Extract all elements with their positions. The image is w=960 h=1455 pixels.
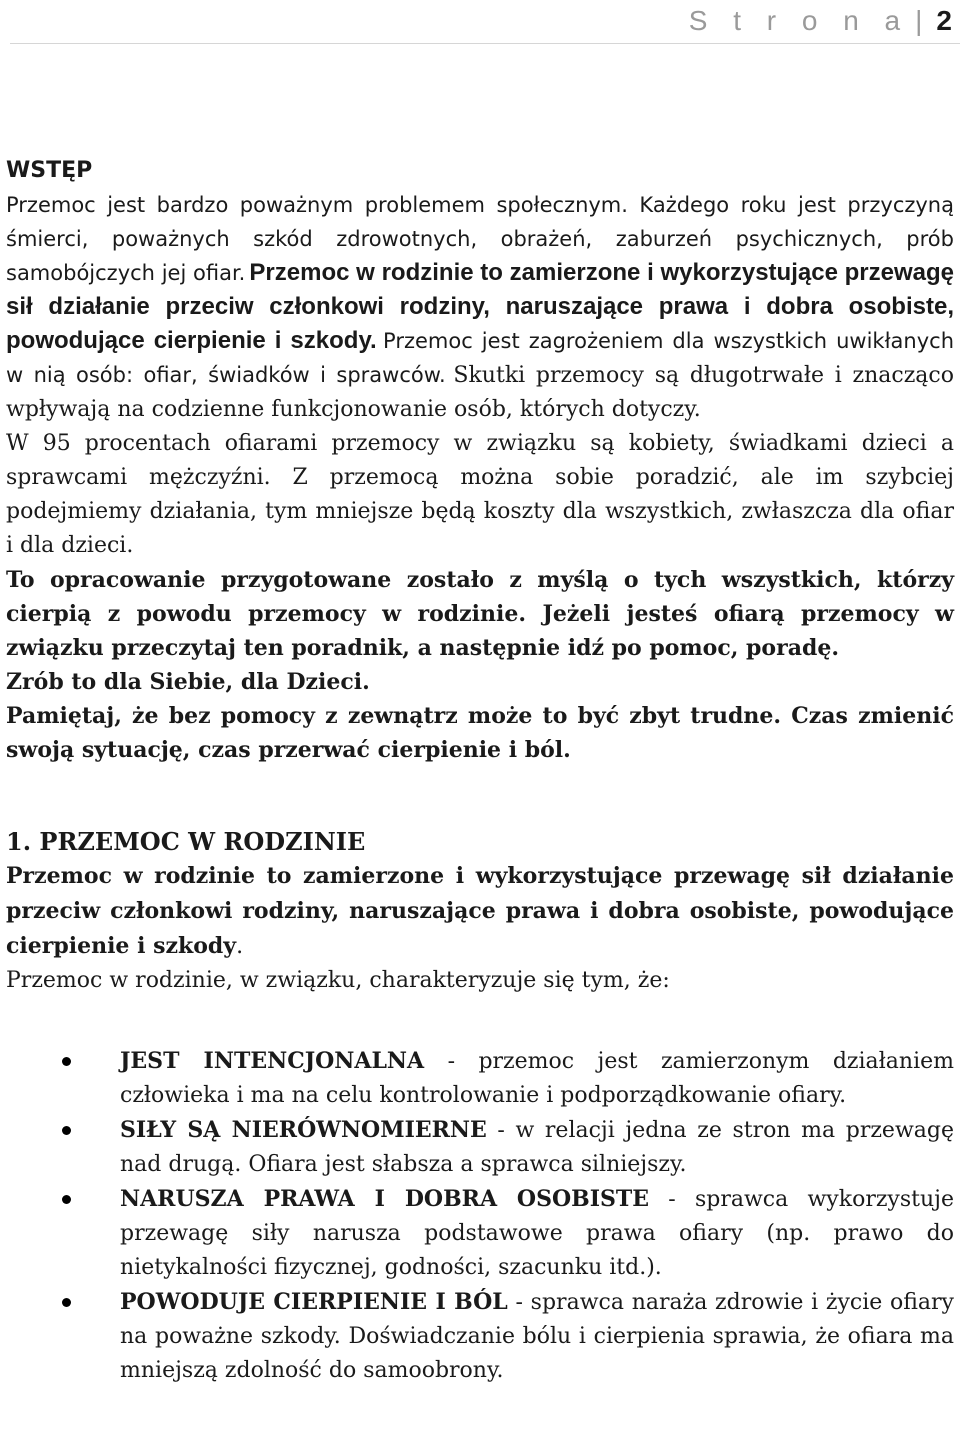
list-item-term: SIŁY SĄ NIERÓWNOMIERNE	[120, 1117, 487, 1143]
characteristics-list	[6, 1044, 954, 1388]
list-item	[6, 1285, 954, 1388]
section-1-definition	[6, 859, 954, 964]
list-item	[6, 1044, 954, 1113]
intro-definition: Przemoc w rodzinie to zamierzone i wykorzystujące przewagę sił działanie przeciw członkowi rodziny, naruszające prawa i dobra osobiste, powodujące cierpienie i szkody.	[6, 259, 955, 354]
intro-heading: WSTĘP	[6, 158, 93, 183]
section-1-lead: Przemoc w rodzinie, w związku, charakteryzuje się tym, że:	[6, 968, 670, 993]
page-label: S t r o n a	[688, 5, 910, 36]
section-1-definition-text: Przemoc w rodzinie to zamierzone i wykorzystujące przewagę sił działanie przeciw członkowi rodziny, naruszające prawa i dobra osobiste, powodujące cierpienie i szkody	[6, 863, 954, 959]
intro-audience: To opracowanie przygotowane zostało z myślą o tych wszystkich, którzy cierpią z powodu przemocy w rodzinie.	[6, 567, 954, 627]
list-item-text: - sprawca wykorzystuje przewagę siły narusza podstawowe prawa ofiary (np. prawo do nietykalności fizycznej, godności, szacunku itd.).	[120, 1187, 954, 1280]
bullet-icon	[62, 1195, 71, 1204]
intro-text-d: Skutki przemocy są długotrwałe i znacząco wpływają na codzienne funkcjonowanie osób, których dotyczy.	[6, 363, 954, 422]
intro-call-to-action: Jeżeli jesteś ofiarą przemocy w związku przeczytaj ten poradnik, a następnie idź po pomoc, poradę.	[6, 601, 954, 661]
intro-text-a: Przemoc jest bardzo poważnym problemem społecznym. Każdego roku jest przyczyną śmierci, poważnych szkód zdrowotnych, obrażeń, zaburzeń psychicznych, prób samobójczych jej ofiar.	[6, 193, 954, 285]
section-1-definition-end: .	[236, 934, 244, 959]
spacer	[6, 767, 954, 825]
header-divider	[10, 43, 960, 44]
list-item-term: JEST INTENCJONALNA	[120, 1048, 425, 1074]
list-item-term: NARUSZA PRAWA I DOBRA OSOBISTE	[120, 1186, 650, 1212]
list-item	[6, 1182, 954, 1285]
bullet-icon	[62, 1298, 71, 1307]
intro-paragraph-1	[6, 188, 954, 427]
list-item-text: - przemoc jest zamierzonym działaniem człowieka i ma na celu kontrolowanie i podporządkowanie ofiary.	[120, 1049, 955, 1108]
list-item	[6, 1113, 954, 1182]
page-number: 2	[936, 5, 952, 36]
intro-paragraph-5	[6, 699, 954, 767]
intro-text-c: Przemoc jest zagrożeniem dla wszystkich uwikłanych w nią osób: ofiar, świadków i sprawców.	[6, 329, 955, 387]
bullet-icon	[62, 1057, 71, 1066]
list-item-text: - sprawca naraża zdrowie i życie ofiary na poważne szkody. Doświadczanie bólu i cierpienia sprawia, że ofiara ma mniejszą zdolność do samoobrony.	[120, 1290, 954, 1383]
page-separator: |	[915, 5, 923, 36]
bullet-icon	[62, 1126, 71, 1135]
page-number-label	[689, 3, 952, 39]
list-item-text: - w relacji jedna ze stron ma przewagę nad drugą. Ofiara jest słabsza a sprawca silniejszy.	[120, 1118, 954, 1177]
page-header	[0, 0, 960, 44]
intro-time-to-change: Czas zmienić swoją sytuację, czas przerwać cierpienie i ból.	[6, 703, 954, 763]
intro-remember: Pamiętaj, że bez pomocy z zewnątrz może to być zbyt trudne.	[6, 703, 782, 729]
spacer	[6, 998, 954, 1044]
intro-paragraph-4: Zrób to dla Siebie, dla Dzieci.	[6, 669, 370, 695]
section-1-title: 1. PRZEMOC W RODZINIE	[6, 827, 366, 856]
intro-paragraph-2: W 95 procentach ofiarami przemocy w związku są kobiety, świadkami dzieci a sprawcami mężczyźni. Z przemocą można sobie poradzić, ale im szybciej podejmiemy działania, tym mniejsze będą koszty dla wszystkich, zwłaszcza dla ofiar i dla dzieci.	[6, 431, 954, 558]
intro-paragraph-3	[6, 563, 954, 665]
list-item-term: POWODUJE CIERPIENIE I BÓL	[120, 1289, 508, 1315]
document-body	[6, 154, 954, 1388]
